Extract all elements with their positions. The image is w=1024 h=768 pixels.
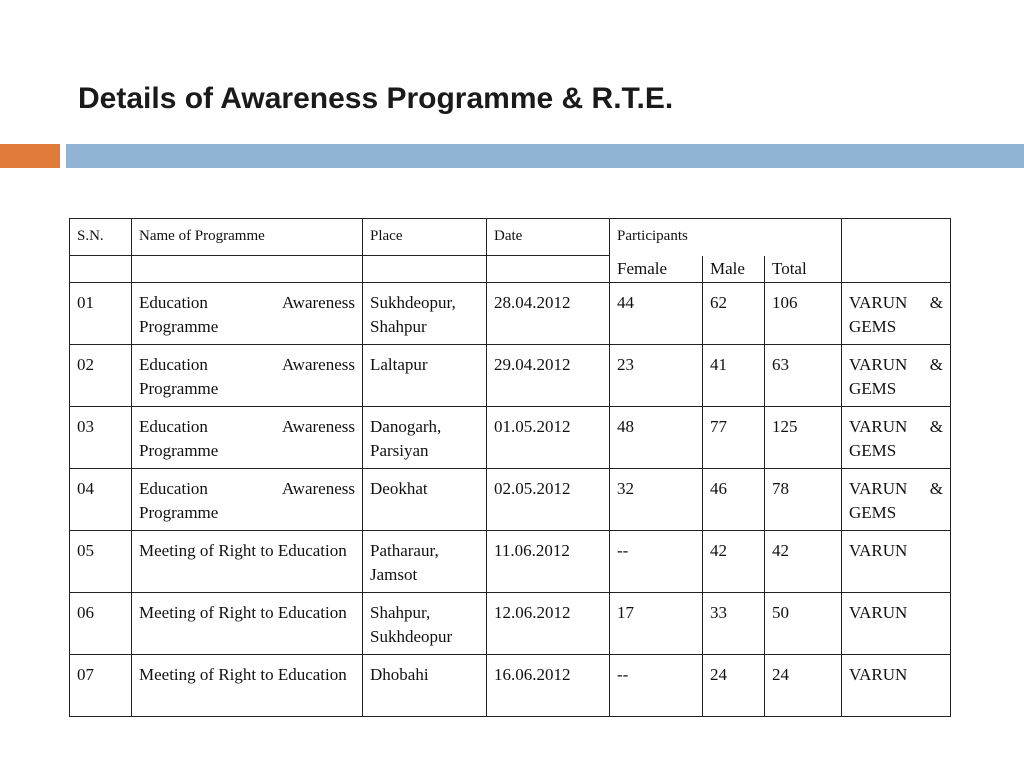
subheader-name-empty bbox=[132, 256, 363, 283]
cell-female: 32 bbox=[610, 468, 703, 530]
cell-programme-name: Meeting of Right to Education bbox=[132, 592, 363, 654]
cell-male: 77 bbox=[703, 406, 765, 468]
cell-total: 24 bbox=[765, 654, 842, 716]
cell-male: 46 bbox=[703, 468, 765, 530]
cell-programme-name: Meeting of Right to Education bbox=[132, 530, 363, 592]
cell-date: 12.06.2012 bbox=[487, 592, 610, 654]
cell-programme-name: Meeting of Right to Education bbox=[132, 654, 363, 716]
table-row bbox=[70, 592, 951, 654]
cell-female: -- bbox=[610, 530, 703, 592]
header-name: Name of Programme bbox=[132, 219, 363, 256]
cell-place: Dhobahi bbox=[363, 654, 487, 716]
cell-female: -- bbox=[610, 654, 703, 716]
cell-female: 48 bbox=[610, 406, 703, 468]
cell-programme-name: Education Awareness Programme bbox=[132, 406, 363, 468]
cell-organisation: VARUN bbox=[842, 530, 951, 592]
cell-male: 62 bbox=[703, 282, 765, 344]
header-organisation bbox=[842, 219, 951, 283]
cell-female: 23 bbox=[610, 344, 703, 406]
cell-sn: 02 bbox=[70, 344, 132, 406]
cell-date: 29.04.2012 bbox=[487, 344, 610, 406]
header-female: Female bbox=[610, 256, 703, 283]
subheader-sn-empty bbox=[70, 256, 132, 283]
accent-bar-blue bbox=[66, 144, 1024, 168]
cell-total: 125 bbox=[765, 406, 842, 468]
cell-total: 106 bbox=[765, 282, 842, 344]
header-male: Male bbox=[703, 256, 765, 283]
subheader-date-empty bbox=[487, 256, 610, 283]
cell-programme-name: Education Awareness Programme bbox=[132, 344, 363, 406]
cell-organisation: VARUN & GEMS bbox=[842, 344, 951, 406]
header-participants: Participants bbox=[610, 219, 842, 256]
cell-organisation: VARUN & GEMS bbox=[842, 282, 951, 344]
header-total: Total bbox=[765, 256, 842, 283]
page-title: Details of Awareness Programme & R.T.E. bbox=[78, 82, 674, 115]
table-row bbox=[70, 654, 951, 716]
cell-place: Laltapur bbox=[363, 344, 487, 406]
cell-male: 41 bbox=[703, 344, 765, 406]
cell-total: 42 bbox=[765, 530, 842, 592]
cell-place: Shahpur, Sukhdeopur bbox=[363, 592, 487, 654]
cell-male: 33 bbox=[703, 592, 765, 654]
cell-place: Sukhdeopur, Shahpur bbox=[363, 282, 487, 344]
cell-sn: 05 bbox=[70, 530, 132, 592]
cell-organisation: VARUN & GEMS bbox=[842, 468, 951, 530]
cell-sn: 01 bbox=[70, 282, 132, 344]
cell-total: 78 bbox=[765, 468, 842, 530]
cell-sn: 06 bbox=[70, 592, 132, 654]
cell-total: 63 bbox=[765, 344, 842, 406]
cell-date: 28.04.2012 bbox=[487, 282, 610, 344]
cell-programme-name: Education Awareness Programme bbox=[132, 282, 363, 344]
header-date: Date bbox=[487, 219, 610, 256]
cell-female: 44 bbox=[610, 282, 703, 344]
cell-place: Deokhat bbox=[363, 468, 487, 530]
cell-male: 24 bbox=[703, 654, 765, 716]
cell-date: 02.05.2012 bbox=[487, 468, 610, 530]
cell-organisation: VARUN bbox=[842, 592, 951, 654]
cell-date: 01.05.2012 bbox=[487, 406, 610, 468]
header-sn: S.N. bbox=[70, 219, 132, 256]
cell-sn: 04 bbox=[70, 468, 132, 530]
cell-place: Danogarh, Parsiyan bbox=[363, 406, 487, 468]
table-row bbox=[70, 530, 951, 592]
cell-female: 17 bbox=[610, 592, 703, 654]
accent-bar-orange bbox=[0, 144, 60, 168]
table-row bbox=[70, 344, 951, 406]
cell-organisation: VARUN & GEMS bbox=[842, 406, 951, 468]
cell-date: 11.06.2012 bbox=[487, 530, 610, 592]
cell-total: 50 bbox=[765, 592, 842, 654]
cell-programme-name: Education Awareness Programme bbox=[132, 468, 363, 530]
cell-male: 42 bbox=[703, 530, 765, 592]
table-row bbox=[70, 468, 951, 530]
cell-sn: 03 bbox=[70, 406, 132, 468]
cell-sn: 07 bbox=[70, 654, 132, 716]
cell-date: 16.06.2012 bbox=[487, 654, 610, 716]
header-place: Place bbox=[363, 219, 487, 256]
cell-organisation: VARUN bbox=[842, 654, 951, 716]
subheader-place-empty bbox=[363, 256, 487, 283]
subheader-row bbox=[70, 256, 951, 283]
cell-place: Patharaur, Jamsot bbox=[363, 530, 487, 592]
awareness-programme-table bbox=[69, 218, 951, 717]
header-row bbox=[70, 219, 951, 256]
table-row bbox=[70, 282, 951, 344]
table-row bbox=[70, 406, 951, 468]
